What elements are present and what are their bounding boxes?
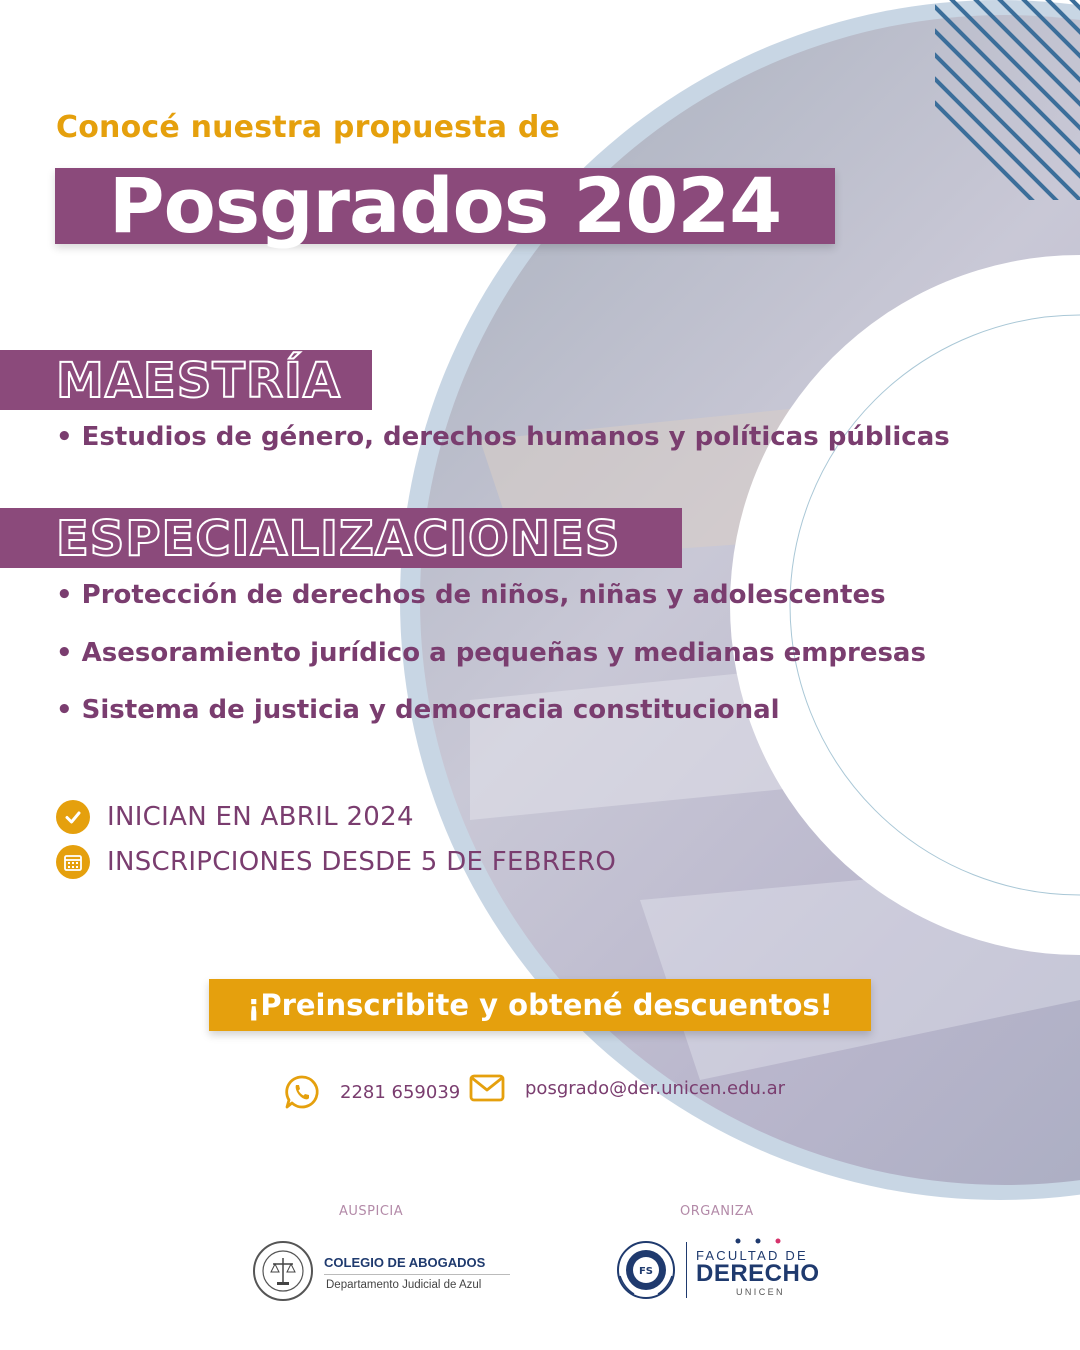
intro-text: Conocé nuestra propuesta de: [56, 110, 561, 145]
svg-text:FS: FS: [638, 1266, 654, 1277]
facultad-dots-icon: [730, 1236, 800, 1246]
especializaciones-item: • Asesoramiento jurídico a pequeñas y medianas empresas: [56, 638, 926, 668]
organiza-label: ORGANIZA: [680, 1204, 754, 1219]
registration-info-row: [56, 845, 616, 879]
page-title: Posgrados 2024: [108, 161, 782, 250]
whatsapp-icon: [284, 1074, 320, 1110]
colegio-subtitle: Departamento Judicial de Azul: [326, 1279, 482, 1291]
phone-contact[interactable]: [284, 1074, 460, 1110]
auspicia-label: AUSPICIA: [339, 1204, 404, 1219]
especializaciones-label: ESPECIALIZACIONES: [56, 511, 621, 567]
check-icon: [56, 800, 90, 834]
colegio-logo: [252, 1240, 512, 1304]
email-address: posgrado@der.unicen.edu.ar: [525, 1077, 786, 1099]
cta-text: ¡Preinscribite y obtené descuentos!: [247, 988, 833, 1022]
maestria-item: • Estudios de género, derechos humanos y políticas públicas: [56, 422, 950, 452]
email-contact[interactable]: [469, 1074, 785, 1102]
registration-text: INSCRIPCIONES DESDE 5 DE FEBRERO: [107, 847, 617, 877]
phone-number: 2281 659039: [340, 1081, 461, 1103]
calendar-icon: [56, 845, 90, 879]
start-text: INICIAN EN ABRIL 2024: [107, 802, 414, 832]
maestria-label: MAESTRÍA: [56, 353, 341, 409]
facultad-line2: DERECHO: [696, 1260, 820, 1287]
mail-icon: [469, 1074, 505, 1102]
especializaciones-item: • Sistema de justicia y democracia constitucional: [56, 695, 780, 725]
especializaciones-item: • Protección de derechos de niños, niñas y adolescentes: [56, 580, 886, 610]
facultad-logo: [614, 1236, 844, 1302]
start-info-row: [56, 800, 414, 834]
facultad-line1: FACULTAD DE: [696, 1248, 808, 1263]
facultad-line3: UNICEN: [736, 1287, 785, 1297]
facultad-emblem-icon: [614, 1238, 678, 1302]
colegio-seal-icon: [252, 1240, 314, 1302]
colegio-name: COLEGIO DE ABOGADOS: [324, 1255, 486, 1270]
